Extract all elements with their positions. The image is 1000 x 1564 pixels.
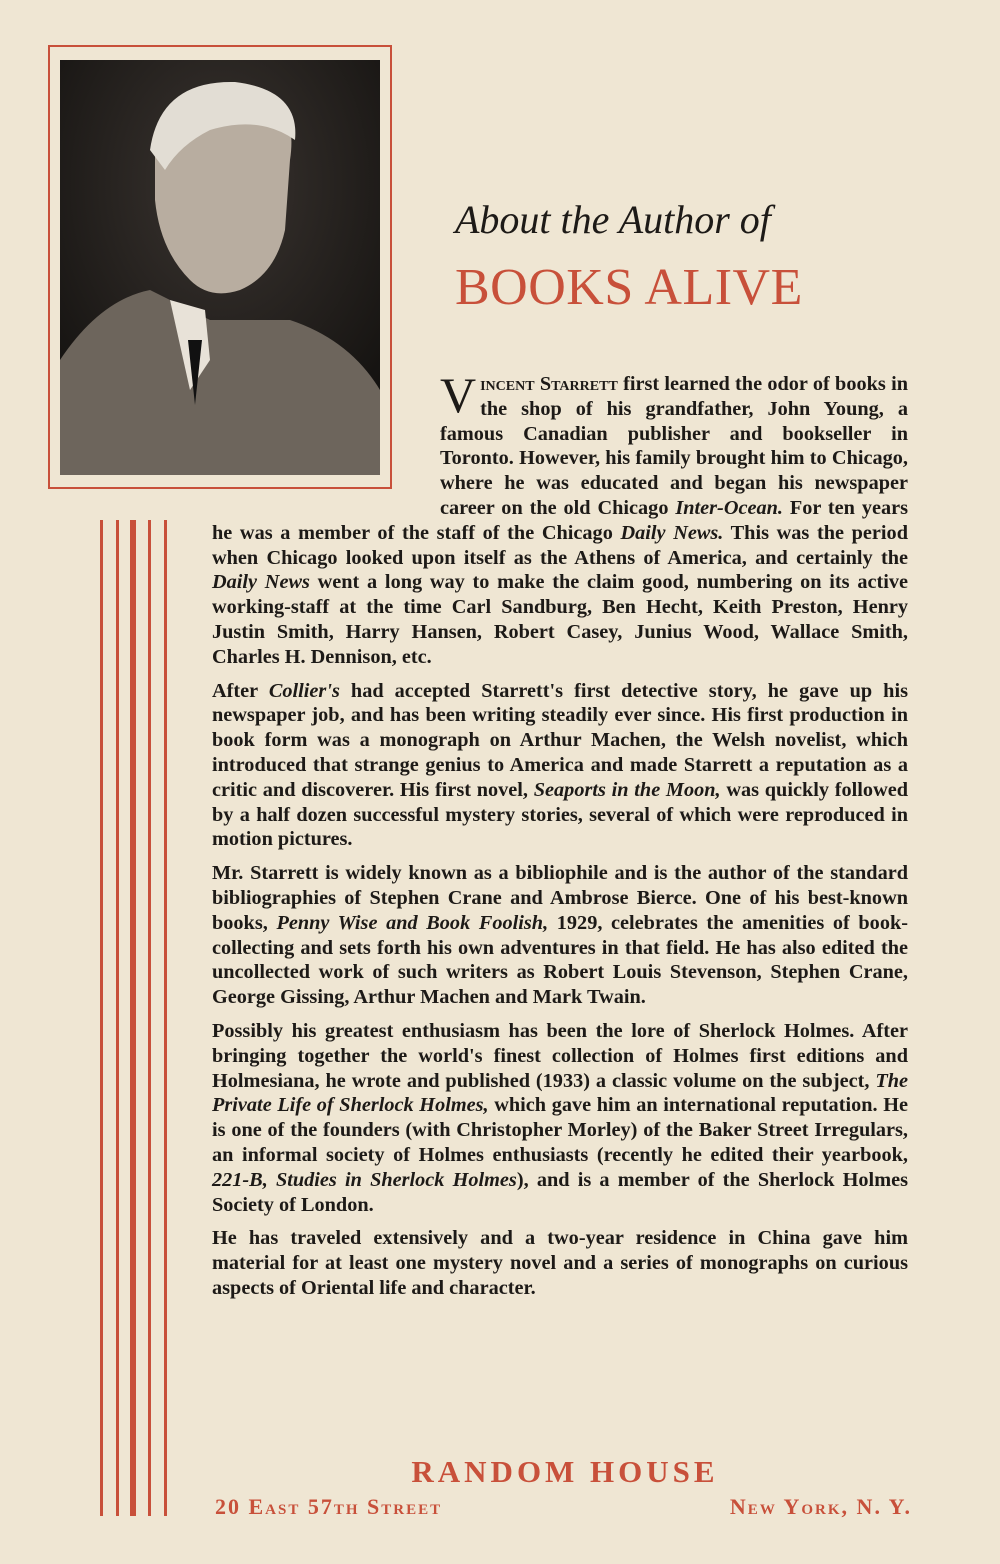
italic-title: The Private Life of Sherlock Holmes, <box>212 1069 908 1117</box>
decorative-rules <box>100 520 172 1516</box>
publisher-street: 20 East 57th Street <box>215 1494 443 1519</box>
bio-paragraph <box>212 1019 908 1217</box>
italic-title: Daily News. <box>620 521 724 544</box>
bio-paragraph <box>212 861 908 1010</box>
text-run: Possibly his greatest enthusiasm has been the lore of Sherlock Holmes. After bringing together the world's finest collection of Holmes first editions and Holmesiana, he wrote and published (1933) a classic volume on the subject, <box>212 1019 908 1092</box>
publisher-name: RANDOM HOUSE <box>411 1454 719 1489</box>
text-run: He has traveled extensively and a two-year residence in China gave him material for at least one mystery novel and a series of monographs on curious aspects of Oriental life and character. <box>212 1227 908 1299</box>
text-run: was quickly followed by a half dozen successful mystery stories, several of which were reproduced in motion pictures. <box>212 778 909 851</box>
text-run: Mr. Starrett is widely known as a bibliophile and is the author of the standard bibliographies of Stephen Crane and Ambrose Bierce. One of his best-known books, <box>212 862 908 934</box>
author-bio <box>212 367 909 1310</box>
italic-title: Inter-Ocean. <box>675 496 783 519</box>
italic-title: Penny Wise and Book Foolish, <box>276 911 549 934</box>
italic-title: 221-B, Studies in Sherlock Holmes <box>212 1168 517 1191</box>
italic-title: Collier's <box>268 679 340 702</box>
text-run: had accepted Starrett's first detective story, he gave up his newspaper job, and has been writing steadily ever since. His first production in book form was a monograph on Arthur Machen, the Welsh novelist, which introduced that strange genius to America and made Starrett a reputation as a critic and discoverer. His first novel, <box>212 679 908 801</box>
text-run: For ten years he was a member of the staff of the Chicago <box>212 496 909 544</box>
drop-cap: V <box>440 367 477 423</box>
publisher-city: New York, N. Y. <box>729 1494 912 1519</box>
text-run: went a long way to make the claim good, numbering on its active working-staff at the time Carl Sandburg, Ben Hecht, Keith Preston, Henry Justin Smith, Harry Hansen, Robert Casey, Junius Wood, Wallace Smith, Charles H. Dennison, etc. <box>212 571 908 668</box>
author-name: incent Starrett <box>480 373 618 395</box>
text-run: first learned the odor of books in the shop of his grandfather, John Young, a famous Canadian publisher and bookseller in Toronto. However, his family brought him to Chicago, where he was educated and began his newspaper career on the old Chicago <box>440 373 908 519</box>
bio-paragraph <box>212 1226 908 1300</box>
italic-title: Daily News <box>212 571 310 594</box>
book-title: BOOKS ALIVE <box>455 259 803 316</box>
text-run: ), and is a member of the Sherlock Holmes Society of London. <box>212 1168 908 1216</box>
text-run: This was the period when Chicago looked upon itself as the Athens of America, and certainly the <box>212 521 908 569</box>
bio-paragraph <box>212 679 908 853</box>
text-run: After <box>212 679 269 702</box>
heading-about: About the Author of <box>455 197 771 242</box>
text-run: 1929, celebrates the amenities of book-collecting and sets forth his own adventures in that field. He has also edited the uncollected work of such writers as Robert Louis Stevenson, Stephen Crane, George Gissing, Arthur Machen and Mark Twain. <box>212 911 908 1009</box>
text-run: which gave him an international reputation. He is one of the founders (with Christopher Morley) of the Baker Street Irregulars, an informal society of Holmes enthusiasts (recently he edited their yearbook, <box>212 1094 908 1166</box>
italic-title: Seaports in the Moon, <box>533 778 721 801</box>
